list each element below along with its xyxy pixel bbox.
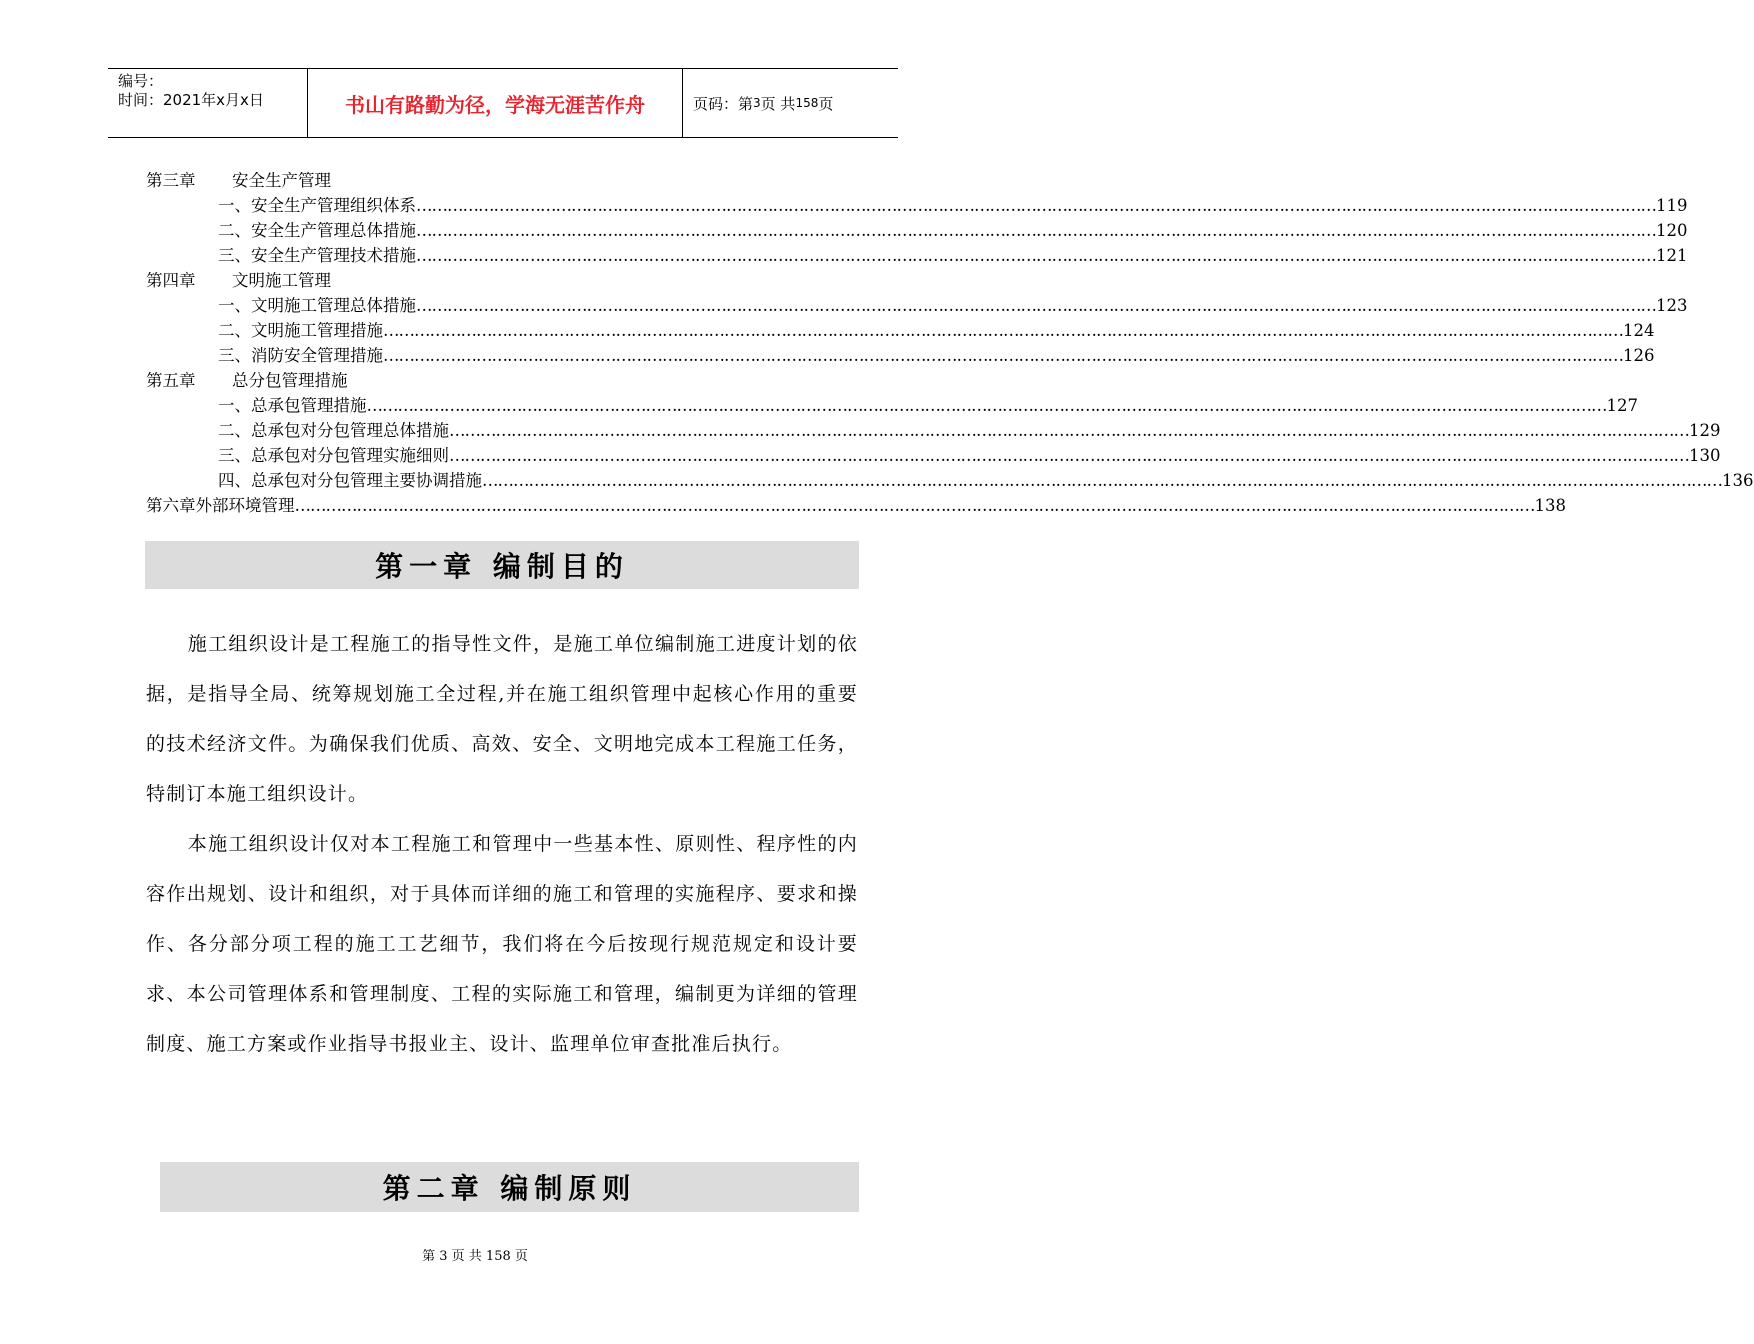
page-footer: 第 3 页 共 158 页	[422, 1249, 528, 1264]
toc-page-number: 124	[1623, 321, 1655, 340]
toc-chapter[interactable]	[146, 493, 1566, 518]
toc-chapter-title: 安全生产管理	[232, 171, 331, 190]
toc-page-number: 136	[1722, 471, 1754, 490]
toc-item-content	[146, 343, 1655, 368]
toc-page-number: 121	[1656, 246, 1688, 265]
date-label: 时间：2021年x月x日	[118, 91, 264, 109]
toc-page-number: 126	[1623, 346, 1655, 365]
toc-item[interactable]	[146, 443, 1721, 468]
page-prefix: 页码：第	[693, 94, 754, 113]
toc-item-content	[146, 293, 1688, 318]
toc-chapter-title: 文明施工管理	[232, 271, 331, 290]
toc-page-number: 138	[1534, 496, 1566, 515]
toc-chapter[interactable]	[146, 168, 806, 193]
toc-item-label: 二、安全生产管理总体措施	[218, 221, 416, 240]
toc-item-label: 二、总承包对分包管理总体措施	[218, 421, 449, 440]
toc-item[interactable]	[146, 343, 1655, 368]
toc-item[interactable]	[146, 193, 1688, 218]
header-motto: 书山有路勤为径，学海无涯苦作舟	[308, 69, 683, 137]
toc-page-number: 123	[1656, 296, 1688, 315]
toc-chapter-title: 总分包管理措施	[232, 371, 348, 390]
toc-leader-dots: ……………………………………………………………………………………………………………………………………………………………………………………………………………………	[416, 196, 1656, 215]
toc-item[interactable]	[146, 293, 1688, 318]
toc-leader-dots: ……………………………………………………………………………………………………………………………………………………………………………………………………………………	[482, 471, 1722, 490]
toc-item-label: 三、总承包对分包管理实施细则	[218, 446, 449, 465]
toc-page-number: 130	[1689, 446, 1721, 465]
toc-page-number: 119	[1656, 196, 1688, 215]
toc-item-content	[146, 218, 1688, 243]
toc-chapter[interactable]	[146, 368, 806, 393]
toc-item-content	[146, 193, 1688, 218]
toc-item-label: 四、总承包对分包管理主要协调措施	[218, 471, 482, 490]
toc-page-number: 120	[1656, 221, 1688, 240]
toc-leader-dots: ……………………………………………………………………………………………………………………………………………………………………………………………………………………	[294, 496, 1535, 515]
toc-item-content	[146, 418, 1721, 443]
toc-leader-dots: ……………………………………………………………………………………………………………………………………………………………………………………………………………………	[449, 421, 1689, 440]
toc-item[interactable]	[146, 418, 1721, 443]
toc-item[interactable]	[146, 393, 1638, 418]
toc-item-content	[146, 318, 1655, 343]
toc-leader-dots: ……………………………………………………………………………………………………………………………………………………………………………………………………………………	[416, 246, 1656, 265]
toc-item-content	[146, 443, 1721, 468]
toc-leader-dots: ……………………………………………………………………………………………………………………………………………………………………………………………………………………	[416, 296, 1656, 315]
table-of-contents	[146, 168, 1754, 518]
page-mid: 页 共	[760, 94, 796, 113]
toc-item[interactable]	[146, 218, 1688, 243]
chapter-1-heading: 第一章 编制目的	[145, 541, 859, 589]
toc-item-label: 三、消防安全管理措施	[218, 346, 383, 365]
toc-leader-dots: ……………………………………………………………………………………………………………………………………………………………………………………………………………………	[383, 346, 1623, 365]
toc-chapter-title: 外部环境管理	[195, 496, 295, 515]
page-current: 3	[753, 96, 761, 110]
toc-item[interactable]	[146, 243, 1688, 268]
toc-chapter-number: 第六章	[146, 496, 196, 515]
toc-chapter-number: 第四章	[146, 271, 196, 290]
header-meta	[108, 69, 308, 137]
toc-item-label: 一、总承包管理措施	[218, 396, 367, 415]
header-page-number	[683, 69, 898, 137]
chapter-2-heading: 第二章 编制原则	[160, 1162, 859, 1212]
toc-chapter-number: 第三章	[146, 171, 196, 190]
toc-item-label: 一、安全生产管理组织体系	[218, 196, 416, 215]
toc-item-label: 二、文明施工管理措施	[218, 321, 383, 340]
toc-item-content	[146, 393, 1638, 418]
toc-leader-dots: ……………………………………………………………………………………………………………………………………………………………………………………………………………………	[416, 221, 1656, 240]
number-label: 编号：	[118, 72, 164, 90]
paragraph: 施工组织设计是工程施工的指导性文件，是施工单位编制施工进度计划的依据，是指导全局、统筹规划施工全过程,并在施工组织管理中起核心作用的重要的技术经济文件。为确保我们优质、高效、安全、文明地完成本工程施工任务，特制订本施工组织设计。	[146, 633, 858, 805]
toc-page-number: 127	[1606, 396, 1638, 415]
chapter-1-body	[146, 619, 858, 1069]
toc-item-label: 三、安全生产管理技术措施	[218, 246, 416, 265]
toc-page-number: 129	[1689, 421, 1721, 440]
toc-chapter-number: 第五章	[146, 371, 196, 390]
page-total: 158	[795, 96, 819, 110]
toc-chapter[interactable]	[146, 268, 806, 293]
paragraph: 本施工组织设计仅对本工程施工和管理中一些基本性、原则性、程序性的内容作出规划、设计和组织，对于具体而详细的施工和管理的实施程序、要求和操作、各分部分项工程的施工工艺细节，我们将在今后按现行规范规定和设计要求、本公司管理体系和管理制度、工程的实际施工和管理，编制更为详细的管理制度、施工方案或作业指导书报业主、设计、监理单位审查批准后执行。	[146, 833, 858, 1055]
toc-item-content	[146, 468, 1754, 493]
toc-item[interactable]	[146, 318, 1655, 343]
page-suffix: 页	[818, 94, 834, 113]
toc-item-content	[146, 243, 1688, 268]
toc-leader-dots: ……………………………………………………………………………………………………………………………………………………………………………………………………………………	[383, 321, 1623, 340]
toc-leader-dots: ……………………………………………………………………………………………………………………………………………………………………………………………………………………	[366, 396, 1607, 415]
page-header	[108, 68, 898, 138]
toc-leader-dots: ……………………………………………………………………………………………………………………………………………………………………………………………………………………	[449, 446, 1689, 465]
toc-item-label: 一、文明施工管理总体措施	[218, 296, 416, 315]
toc-item[interactable]	[146, 468, 1754, 493]
